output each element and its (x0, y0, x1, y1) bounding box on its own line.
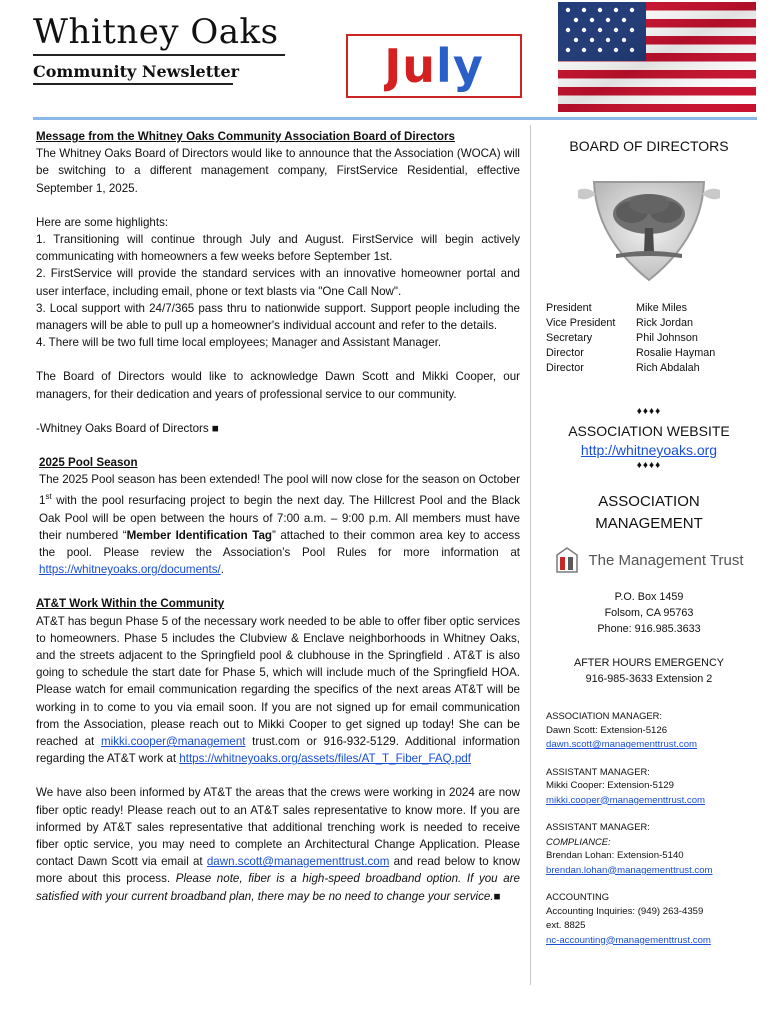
att-text: and read below to know more about this process. (36, 855, 520, 886)
att-section (36, 595, 520, 904)
end-mark: ■ (493, 889, 501, 903)
highlight-item: 1. Transitioning will continue through July and August. FirstService will begin actively communicating with homeowners a few weeks before September 1st. (36, 233, 520, 264)
contact-email-link[interactable]: mikki.cooper@managementtrust.com (546, 794, 706, 806)
contact-label: ASSISTANT MANAGER: (546, 765, 650, 777)
board-of-directors-title: BOARD OF DIRECTORS (569, 138, 729, 154)
pool-section (36, 454, 520, 578)
pool-text: with the pool resurfacing project to begin the next day. The Hillcrest Pool and the Black Oak Pool will be open between the hours of 7:00 a.m. – 9:00 p.m. All members must have their numbered “ (39, 494, 520, 542)
pool-heading: 2025 Pool Season (39, 456, 138, 470)
officer-role: President (546, 302, 592, 314)
contact-label: ACCOUNTING (546, 891, 610, 902)
highlights-intro: Here are some highlights: (36, 215, 169, 229)
att-italic-note: Please note, fiber is a high-speed broadband option. If you are satisfied with your current broadband plan, there may be no need to change your service. (36, 872, 521, 903)
officer-name: Phil Johnson (636, 332, 698, 344)
after-hours-phone: 916-985-3633 Extension 2 (585, 673, 713, 685)
column-divider (530, 125, 531, 985)
contact-name: Mikki Cooper: Extension-5129 (546, 780, 674, 791)
contact-extension: ext. 8825 (546, 920, 586, 931)
title-underline (33, 54, 285, 56)
whitney-oaks-seal-image (574, 168, 724, 286)
highlight-item: 4. There will be two full time local employees; Manager and Assistant Manager. (36, 336, 442, 350)
pool-text-superscript: st (45, 492, 52, 502)
board-signoff: -Whitney Oaks Board of Directors ■ (36, 421, 219, 435)
management-title-line: MANAGEMENT (595, 515, 703, 532)
officer-name: Rich Abdalah (636, 362, 700, 374)
contact-accounting (538, 890, 760, 948)
contact-sublabel: COMPLIANCE: (546, 835, 611, 847)
contact-association-manager (538, 709, 760, 753)
subtitle-underline (33, 83, 233, 85)
highlight-item: 3. Local support with 24/7/365 pass thru to nationwide support. Support people including the managers will be able to pull up a homeowner's individual account and refer to the details. (36, 301, 520, 333)
officer-role: Vice President (546, 317, 616, 329)
pool-text: ” attached to their common area key to access the pool. Please review the Association’s Pool Rules for more information at (39, 528, 520, 559)
att-text: We have also been informed by AT&T the areas that the crews were working in 2024 are now fiber optic ready! Please reach out to an AT&T sales representative to know more. If you are informed by AT&T sales representative that additional trenching work is needed to receive fiber optic service, you may need to complete an Architectural Change Application. Please contact Dawn Scott via email at (36, 786, 520, 869)
dawn-email-link[interactable]: dawn.scott@managementtrust.com (206, 855, 390, 869)
management-title-line: ASSOCIATION (598, 493, 700, 510)
officer-role: Director (546, 362, 584, 374)
newsletter-subtitle: Community Newsletter (33, 62, 240, 81)
board-message-heading: Message from the Whitney Oaks Community Association Board of Directors (36, 130, 455, 143)
pool-paragraph (39, 471, 520, 578)
board-message-section (36, 128, 520, 437)
contact-assistant-manager (538, 765, 760, 809)
month-label: July (384, 39, 484, 93)
highlight-item: 2. FirstService will provide the standard services with an innovative homeowner portal and user interface, including email, phone or text blasts via "One Call Now". (36, 267, 520, 298)
att-heading: AT&T Work Within the Community (36, 597, 225, 611)
after-hours-emergency (538, 655, 760, 687)
att-fiber-paragraph (36, 784, 520, 904)
contact-email-link[interactable]: nc-accounting@managementtrust.com (546, 934, 711, 946)
association-website-title: ASSOCIATION WEBSITE (568, 423, 730, 439)
contact-label: ASSISTANT MANAGER: (546, 821, 650, 832)
management-trust-logo (538, 545, 760, 575)
officer-role: Director (546, 347, 584, 359)
sidebar (538, 128, 760, 948)
officer-name: Mike Miles (636, 302, 687, 314)
contact-label: ASSOCIATION MANAGER: (546, 710, 662, 721)
management-trust-logo-icon (554, 545, 580, 575)
att-text: trust.com or 916-932-5129. Additional information regarding the AT&T work at (36, 734, 521, 766)
main-column (36, 128, 520, 922)
contact-name: Accounting Inquiries: (949) 263-4359 (546, 905, 704, 917)
newsletter-title: Whitney Oaks (33, 12, 279, 52)
after-hours-label: AFTER HOURS EMERGENCY (574, 657, 724, 669)
header-divider (33, 117, 757, 120)
address-line: P.O. Box 1459 (614, 591, 684, 603)
management-company-name: The Management Trust (588, 551, 744, 569)
month-banner (346, 34, 522, 98)
officer-role: Secretary (546, 332, 593, 344)
diamond-divider: ♦♦♦♦ (636, 460, 662, 471)
pool-text: . (220, 563, 224, 577)
contact-name: Dawn Scott: Extension-5126 (546, 724, 668, 736)
association-management-title (538, 491, 760, 535)
officer-name: Rosalie Hayman (636, 347, 716, 359)
board-acknowledgement: The Board of Directors would like to acknowledge Dawn Scott and Mikki Cooper, our managers, for their dedication and years of professional service to our community. (36, 370, 520, 401)
att-faq-link[interactable]: https://whitneyoaks.org/assets/files/AT_T_Fiber_FAQ.pdf (179, 752, 471, 766)
american-flag-image (558, 2, 756, 112)
att-text: AT&T has begun Phase 5 of the necessary work needed to be able to offer fiber optic services to homeowners. Phase 5 includes the Clubview & Enclave neighborhoods in Whitney Oaks, and the streets adjacent to the Springfield pool & clubhouse in the Springfield . AT&T is also going to schedule the start date for Phase 5, which will include much of the Springfield HOA. Please watch for email communication regarding the specifics of the next areas AT&T will be working in to come to you via email soon. If you are not signed up for email communication from the Association, please reach out to Mikki Cooper to get signed up today! She can be reached at (36, 614, 520, 748)
contact-email-link[interactable]: dawn.scott@managementtrust.com (546, 739, 698, 750)
att-paragraph (36, 613, 520, 768)
contact-compliance-manager (538, 820, 760, 878)
pool-text-bold: Member Identification Tag (126, 528, 272, 542)
mikki-email-link[interactable]: mikki.cooper@management (100, 734, 246, 748)
pool-rules-link[interactable]: https://whitneyoaks.org/documents/ (39, 563, 221, 577)
association-website-link[interactable]: http://whitneyoaks.org (580, 442, 718, 458)
phone-line: Phone: 916.985.3633 (597, 623, 701, 635)
contact-email-link[interactable]: brendan.lohan@managementtrust.com (546, 864, 713, 876)
contact-name: Brendan Lohan: Extension-5140 (546, 850, 684, 861)
board-officers-list (538, 302, 760, 374)
address-line: Folsom, CA 95763 (604, 607, 694, 619)
board-message-paragraph: The Whitney Oaks Board of Directors would like to announce that the Association (WOCA) will be switching to a different management company, FirstService Residential, effective September 1, 2025. (36, 147, 520, 195)
officer-name: Rick Jordan (636, 317, 694, 329)
management-address (538, 589, 760, 637)
pool-text: The 2025 Pool season has been extended! The pool will now close for the season on October 1 (39, 473, 520, 508)
diamond-divider: ♦♦♦♦ (636, 406, 662, 417)
